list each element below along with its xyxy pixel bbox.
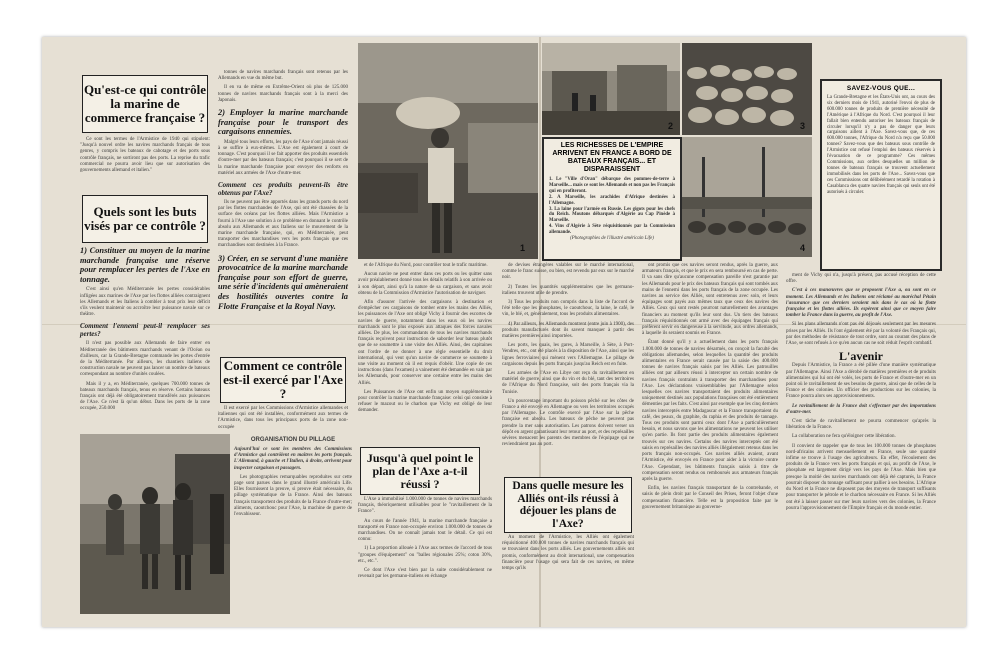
- section-title-avenir: L'avenir: [839, 349, 883, 364]
- headline-box-5: [504, 477, 632, 533]
- empire-item-3: 3. La laine pour l'armée en Russie. Les gigots pour les chefs du Reich. Moutons débarqués d'Algérie au Cap Pinède à Marseille.: [549, 206, 675, 224]
- list-item-1: 1) Constituer au moyen de la marine marchande française une réserve pour remplacer les pertes de l'Axe en tonnage.: [80, 246, 210, 284]
- subheading: Comment ces produits peuvent-ils être obtenus par l'Axe?: [218, 181, 348, 198]
- paragraph: Afin d'assurer l'arrivée des cargaisons à destination et d'empêcher ces cargaisons de tomber entre les mains des Alliés, les puissances de l'Axe ont obligé Vichy à fournir des escortes de navires de guerre, notamment dans les eaux où les navires marchands sont le plus exposés aux attaques des forces navales alliées. De plus, les commandants de tous les navires marchands français reçoivent pour instruction de saborder leur bateau plutôt que de se soumettre à une visite des Alliés. Ainsi, des capitaines ont l'ordre de ne donner à une règle essentielle du droit international, qui veut qu'un navire de commerce se soumette à une visite au moment où il est requis d'obéir. Une copie de ces instructions (dans l'examen) a vainement été demandée en vain par les Allemands, pour conserver une certaine entre les mains des Alliés.: [358, 300, 492, 386]
- photo-pillage: [80, 434, 230, 614]
- paragraph: C'est à ces manœuvres que se proposent l'Axe a, ou sont en ce moment. Les Allemands et les Italiens ont réclamé au maréchal Pétain l'assurance que ces derniers seraient mis dans le cas où la flotte française et les flottes alliées. Ils espèrent ainsi que ce moyen faire tomber la France dans la guerre, au profit de l'Axe.: [786, 288, 936, 319]
- paragraph: Ce sont les termes de l'Armistice de 1940 qui stipulent: "Jusqu'à nouvel ordre les navires marchands français de tous genres, y compris les bateaux de cabotage et des ports sous contrôle français, ne sortiront pas des ports. La reprise du trafic commercial ne pourra avoir lieu que sur autorisation des gouvernements allemand et italien.": [80, 137, 210, 174]
- paragraph: Étant donné qu'il y a actuellement dans les ports français 1.000.000 de tonnes de navires désarmés, on conçoit la faculté des obligations allemandes, selon lesquelles la quantité des produits alimentaires en France serait causée par la saisie des 400.000 tonnes de navires français saisis par les Alliés. Les patrouilles alliées ont par ailleurs réussi à intercepter un certain nombre de navires français contraints à transporter des marchandises pour l'Axe. Les déclarations vraisemblables par l'Allemagne selon lesquelles ces navires transportaient des produits alimentaires uniquement destinés aux populations françaises ont été entièrement démenties par les faits. C'est ainsi par exemple que les cinq derniers navires interceptés entre Madagascar et la France transportaient du café, des peaux, du graphite, du raphia et des produits de tannage. Tous ces produits sont parmi ceux dont l'Axe a particulièrement besoin, et nous savons que les alimentations ne peuvent les utiliser qu'en partie. Ils font partie des produits alimentaires également trouvés sur ces navires. Certains des navires interceptés ont été saisis en représailles des navires alliés illégalement retenus dans les ports français non-occupés. Ces navires alliés avaient, avant l'Armistice, été envoyés en France pour aider à la victoire contre l'Axe. Cependant, les bâtiments français saisis à titre de compensation seront rendus ou remboursés aux armateurs français après la guerre.: [642, 340, 778, 482]
- column-3: [358, 263, 492, 414]
- paragraph: Ils ne peuvent pas être apportés dans les grands ports du nord par les flottes marchandes de l'Axe, qui ont été chassées de la surface des océans par les flottes alliées. Mais l'Armistice a fourni à l'Axe une solution à ce problème en donnant le contrôle absolu aux Allemands et aux Italiens sur le mouvement de la marine marchande française, qui, en Méditerranée, peut transporter des marchandises vers les ports français que ces marchandises sont destinées à la France.: [218, 200, 348, 249]
- paragraph: Il n'est pas possible aux Allemands de faire entrer en Méditerranée des bâtiments marchands venant de l'Océan ou d'ailleurs, car la Grande-Bretagne commande les portes d'entrée de la Méditerranée. Par ailleurs, les chantiers italiens de construction navale ne peuvent pas lancer un nombre de bateaux correspondant au nombre d'unités coulées.: [80, 341, 210, 378]
- photo-2-image: [542, 43, 680, 135]
- paragraph: Si les plans allemands n'ont pas été déjoués seulement par les mesures prises par les Alliés. Ils l'ont également été par la volonté des Français qui, par des méthodes de résistance de tout ordre, sont au courant des plans de l'Axe, se sont refusés à ce qu'en aucun cas ne soit réduit l'esprit combatif.: [786, 322, 936, 347]
- paragraph: Mais il y a, en Méditerranée, quelques 700.000 tonnes de bateaux marchands français, tenus en réserve. Certains bateaux français ont déjà été obligatoirement transférés aux puissances de l'Axe. Ce n'est là qu'un début. Dans les ports de la zone occupée, 250.000: [80, 381, 210, 412]
- pillage-lead: Aujourd'hui ce sont les membres des Commissions d'Armistice qui contrôlent en maîtres les ports français. L'Allemand, à gauche et l'Italien, à droite, arrivent pour inspecter cargaison et passagers.: [234, 447, 352, 471]
- column-4-bottom: [502, 535, 634, 621]
- paragraph: tonnes de navires marchands français sont retenus par les Allemands en vue du même but.: [218, 70, 348, 82]
- paragraph: Enfin, les navires français transportant de la contrebande, et saisis de plein droit par le Conseil des Prises, feront l'objet d'une compensation financière. Telle est la proposition faite par le gouvernement britannique au gouverne-: [642, 486, 778, 510]
- subheading: Comment l'ennemi peut-il remplacer ses pertes?: [80, 322, 210, 339]
- column-3-bottom: [358, 497, 492, 622]
- paragraph: Aucun navire ne peut entrer dans ces ports ou les quitter sans avoir préalablement donné tous les détails relatifs à son arrivée ou à son départ, ainsi qu'à la nature de sa cargaison, et sans avoir obtenu de la Commission d'Armistice l'autorisation de naviguer.: [358, 272, 492, 296]
- list-item-2: 2) Employer la marine marchande française pour le transport des cargaisons ennemies.: [218, 108, 348, 137]
- empire-box: [542, 137, 682, 261]
- paragraph: ont promis que ces navires seront rendus, après la guerre, aux armateurs français, et que le prix en sera remboursé en cas de perte. Il va sans dire qu'aucune compensation pareille n'est garantie par les Allemands pour le prix des bateaux français qui sont tombés aux mains de l'ennemi dans les ports français de la zone occupée. Les navires au service des Alliés, sont entretenus avec soin, et leurs équipages sont payés aux mêmes taux que ceux des navires des Alliés. Ceux qui sont restés pourront naturellement des avantages financiers au moment qu'ils leur sont dus. Un tiers des bateaux français réquisitionnés ont armé avec des équipages français qui préfèrent servir en dangereuse à la servitude, aux ordres allemands, à laquelle ils seraient soumis en France.: [642, 263, 778, 337]
- list-item-3: 3) Créer, en se servant d'une manière provocatrice de la marine marchande française pour son effort de guerre, une série d'incidents qui amèneraient des hostilités ouvertes contre la Flotte Française et la Royal Navy.: [218, 253, 348, 311]
- photo-3-image: [682, 43, 812, 135]
- headline-box-4: [360, 447, 480, 495]
- paragraph: ment de Vichy qui n'a, jusqu'à présent, pas accusé réception de cette offre.: [786, 273, 936, 285]
- headline-q3: Comment ce contrôle est-il exercé par l'Axe ?: [223, 358, 343, 401]
- pillage-title: ORGANISATION DU PILLAGE: [250, 437, 336, 443]
- photo-3: [682, 43, 812, 135]
- paragraph: Les ports, les quais, les gares, à Marseille, à Sète, à Port-Vendres, etc., ont été placés à la disposition de l'Axe, ainsi que les lignes ferroviaires qui mènent vers l'Allemagne. Le pillage de cargaisons depuis les ports français jusqu'au Reich est en fuite.: [502, 343, 634, 367]
- column-1-body: [80, 242, 210, 462]
- paragraph: L'Axe a immobilisé 1.000.000 de tonnes de navires marchands français, théoriquement utilisables pour le "ravitaillement de la France".: [358, 497, 492, 515]
- paragraph: 4) Par ailleurs, les Allemands montrent (entre juin à 1900), des produits manufacturés dont ils savent manquer à partir des matières premières ainsi importées.: [502, 321, 634, 340]
- photo-1: [358, 43, 538, 259]
- headline-q4: Jusqu'à quel point le plan de l'Axe a-t-il réussi ?: [366, 450, 474, 491]
- column-1-top: [80, 137, 210, 193]
- paragraph: Les photographies remarquables reproduites sur cette page sont parues dans le grand illustré américain Life. Elles fournissent la preuve, si preuve était nécessaire, du pillage systématique de la France. Ainsi des bateaux français transportent des produits de la France d'outre-mer; aliments, caoutchouc pour l'Axe, la machine de guerre de l'envahisseur.: [234, 474, 352, 518]
- headline-box-2: [82, 195, 208, 243]
- paragraph: La collaboration ne fera qu'éloigner cette libération.: [792, 434, 896, 440]
- paragraph: de devises étrangères valables sur le marché international, comme le franc suisse, ou bien, est revendu par eux sur le marché noir.: [502, 263, 634, 281]
- paragraph: Malgré tous leurs efforts, les pays de l'Axe n'ont jamais réussi à se suffire à eux-mêmes. L'Axe est également à court de tonnage. C'est pourquoi il se fait apporter des produits essentiels d'outre-mer par des bateaux français; c'est pourquoi il se sert de la marine marchande française pour envoyer des renforts en matériel aux armées de l'Axe d'outre-mer.: [218, 139, 348, 176]
- photo-4-image: [682, 137, 812, 257]
- savez-title: SAVEZ-VOUS QUE...: [846, 85, 916, 92]
- paragraph: Ce dont l'Axe s'est bien par la suite considérablement ne revenait par les germano-italiens en échange: [358, 568, 492, 580]
- empire-credit: (Photographies de l'illustré américain Life): [570, 236, 654, 242]
- headline-box-1: [82, 75, 208, 133]
- paragraph: C'est ainsi qu'en Méditerranée les pertes considérables infligées aux marines de l'Axe par les flottes alliées contraignent les Allemands et les Italiens à combler à tout prix leur déficit s'ils veulent maintenir ou accroître leur puissance navale sur ce théâtre.: [80, 287, 210, 318]
- photo-4-number: 4: [800, 243, 806, 253]
- headline-q5: Dans quelle mesure les Alliés ont-ils réussi à déjouer les plans de l'Axe?: [512, 480, 624, 530]
- paragraph: Les armées de l'Axe en Libye ont reçu du ravitaillement en matériel de guerre, ainsi que du vin et du blé, tant des territoires de l'Afrique du Nord française, soit des ports français via la Tunisie.: [502, 371, 634, 395]
- paragraph: Le ravitaillement de la France doit s'effectuer par des importations d'outre-mer.: [786, 403, 936, 415]
- photo-1-image: [358, 43, 538, 259]
- photo-pillage-image: [80, 434, 230, 614]
- headline-q1: Qu'est-ce qui contrôle la marine de commerce française ?: [83, 82, 207, 125]
- paragraph: Il est exercé par les Commissions d'Armistice allemandes et italiennes qui ont été installées, conformément aux termes de l'Armistice, dans tous les principaux ports de la zone non-occupée: [218, 406, 348, 430]
- savez-text: La Grande-Bretagne et les États-Unis ont, au cours des six derniers mois de 1941, autorisé l'envoi de plus de 600.000 tonnes de produits de première nécessité de l'Amérique à l'Afrique du Nord. C'est pourquoi il leur fallait bien entendu autoriser les bateaux français de circuler lorsqu'il n'y a pas de danger que leurs cargaisons aillent à l'Axe. Savez-vous que, de ces 600.000 tonnes, l'Afrique du Nord n'a reçu que 50.000 tonnes? Savez-vous que des bateaux sous contrôle de l'Armistice ont refusé l'emploi des bateaux réservés à l'évacuation de ce programme? Ces mêmes Commissions, aux ordres desquelles un million de tonnes de bateaux français se trouvent actuellement immobilisés dans les ports de l'Axe... Savez-vous que ces Commissions ont délibérément retardé la rotation à Casablanca des quatre navires français qui seuls ont été autorisés à circuler.: [827, 95, 935, 195]
- paragraph: et de l'Afrique du Nord, pour contrôler tout le trafic maritime.: [364, 263, 488, 268]
- photo-3-number: 3: [800, 121, 806, 131]
- paragraph: Au cours de l'année 1941, la marine marchande française a transporté en France non-occupée environ 1.000.000 de tonnes de marchandises. On ne connaît jamais tout le détail. Ce qui est connu:: [358, 518, 492, 543]
- empire-item-4: 4. Vins d'Algérie à Sète réquisitionnés par la Commission allemande.: [549, 224, 675, 236]
- paragraph: Un pourcentage important du poisson pêché sur les côtes de France a été envoyé en Allemagne ou vers les territoires occupés par l'Allemagne. Le contrôle exercé par l'Axe sur la pêche française est absolu. Les bateaux de pêche ne peuvent pas prendre la mer sans autorisation. Les patrons doivent verser un dépôt en argent garantissant leur retour au port, et des représailles sévères menacent les parents des membres de l'équipage qui ne reviendraient pas au port.: [502, 398, 634, 448]
- paragraph: Il en va de même en Extrême-Orient où plus de 125.000 tonnes de navires marchands français sont à la merci des Japonais.: [218, 85, 348, 103]
- paragraph: Depuis l'Armistice, la France a été pillée d'une manière systématique par l'Allemagne. Ainsi l'Axe a dérobé de matières premières et de produits alimentaires qui lui ont été volés, les ports de France et d'outre-mer en un point où le ravitaillement de ses besoins de guerre, ainsi que de celles de la France et des colonies. Un officier des productions sur les colonies, la France pourra alors ses approvisionnements.: [786, 363, 936, 400]
- headline-q2: Quels sont les buts visés par ce contrôle ?: [84, 204, 206, 233]
- headline-box-3: [220, 357, 346, 403]
- column-4: [502, 263, 634, 483]
- column-5: [642, 263, 778, 621]
- photo-4: [682, 137, 812, 257]
- paragraph: 2) Toutes les quantités supplémentaires que les germano-italiens trouvent utile de prendre.: [502, 284, 634, 296]
- column-6: [786, 273, 936, 621]
- paragraph: C'est tâche de ravitaillement ne pourra commencer qu'après la libération de la France.: [786, 419, 936, 431]
- paragraph: Les Puissances de l'Axe ont enfin un moyen supplémentaire pour contrôler la marine marchande française: celui qui consiste à refuser le mazout ou le charbon que Vichy est obligé de leur demander.: [358, 389, 492, 414]
- newspaper-sheet: [42, 37, 966, 627]
- paragraph: 3) Tous les produits non compris dans la liste de l'accord de l'été telle que les phosphates, le caoutchouc, la laine, le café, le vin, le blé, et, généralement, tous les produits alimentaires.: [502, 300, 634, 318]
- paragraph: 1) La proportion allouée à l'Axe aux termes de l'accord de tous "groupes d'équipement" ou "balles régionales 25%; coton 30%, etc., etc.".: [358, 546, 492, 564]
- photo-2: [542, 43, 680, 135]
- empire-item-1: 1. Le "Ville d'Oran" débarque des pommes-de-terre à Marseille... mais ce sont les Allemands et non pas les Français qui en profiteront.: [549, 177, 675, 194]
- column-2: [218, 70, 348, 360]
- empire-title: LES RICHESSES DE L'EMPIRE ARRIVENT EN FRANCE A BORD DE BATEAUX FRANÇAIS... ET DISPARAISSENT: [552, 142, 672, 173]
- paragraph: Au moment de l'Armistice, les Alliés ont également réquisitionné 400.000 tonnes de navires marchands français qui se trouvaient dans les ports alliés. Les gouvernements alliés ont promis, conformément au droit international, une compensation financière pour l'usage qui sera fait de ces navires, en même temps qu'ils: [502, 535, 634, 572]
- savez-vous-box: [820, 79, 942, 271]
- paragraph: Il convient de rappeler que de tous les 100.000 tonnes de phosphates nord-africains arrivent mensuellement en France, seule une quantité infime se trouve à l'usage des agriculteurs. En effet, l'écoulement des produits de la France vers les ports français et qui, au profit de l'Axe, le phosphate est largement dirigé vers les pays de l'Axe. Mais bien que presque la moitié des navires marchands ont déjà été capturés, la France pourrait disposer du tonnage suffisant pour pallier à ses besoins. L'Afrique du Nord et la France ne disposent pas des moyens de transport suffisants pour transporter le pétrole et le charbon nécessaire en France. Si les Alliés ont été à laisser passer sur mer leurs navires vers des colonies, la France pourra l'approvisionnement de l'Empire français et du monde entier.: [786, 443, 936, 511]
- empire-item-2: 2. A Marseille, les arachides d'Afrique destinées à l'Allemagne.: [549, 194, 675, 206]
- photo-2-number: 2: [668, 121, 674, 131]
- pillage-box: [234, 437, 352, 617]
- photo-1-number: 1: [520, 243, 526, 253]
